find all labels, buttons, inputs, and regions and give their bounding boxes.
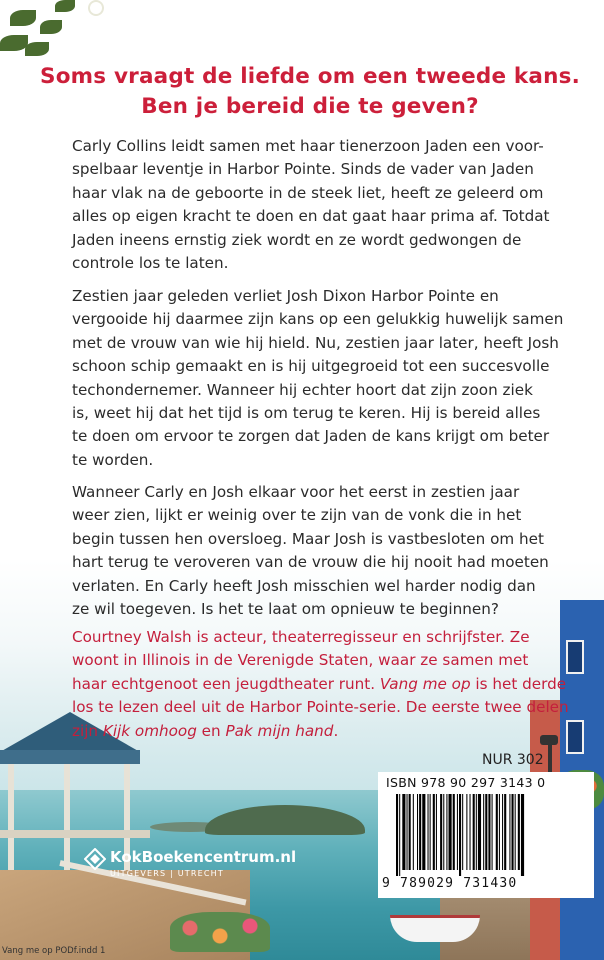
barcode-bar xyxy=(466,794,467,870)
leaf xyxy=(55,0,75,12)
book-title-italic: Pak mijn hand xyxy=(225,721,334,740)
barcode-bar xyxy=(521,794,524,876)
barcode-panel xyxy=(378,772,594,898)
publisher-name: KokBoekencentrum.nl xyxy=(110,848,297,866)
barcode-bar xyxy=(407,794,408,870)
barcode-bar xyxy=(446,794,447,870)
barcode-bars xyxy=(394,794,584,876)
barcode-bar xyxy=(470,794,471,870)
barcode-bar xyxy=(504,794,506,870)
leaf xyxy=(10,10,36,26)
barcode-bar xyxy=(476,794,477,870)
barcode-bar xyxy=(509,794,510,870)
text-line: vergooide hij daarmee zijn kans op een gelukkig huwelijk samen xyxy=(72,310,564,329)
barcode-bar xyxy=(496,794,498,870)
barcode-bar xyxy=(449,794,452,870)
tree-branch-decoration xyxy=(0,0,100,70)
barcode-bar xyxy=(473,794,475,870)
text-line: schoon schip gemaakt en is hij uitgegroeid tot een succesvolle xyxy=(72,357,550,376)
text-line: hart terug te veroveren van de vrouw die hij nooit had moeten xyxy=(72,553,549,572)
nur-code: NUR 302 xyxy=(482,752,544,768)
barcode-bar xyxy=(462,794,463,870)
barcode-bar xyxy=(478,794,481,870)
text-line: woont in Illinois in de Verenigde Staten, waar ze samen met xyxy=(72,651,529,670)
gazebo-roof-band xyxy=(0,750,140,764)
tagline-line: Ben je bereid die te geven? xyxy=(141,94,479,119)
barcode-bar xyxy=(419,794,421,870)
text-line: verlaten. En Carly heeft Josh misschien wel harder nodig dan xyxy=(72,576,536,595)
barcode-bar xyxy=(457,794,458,870)
blurb-paragraph-3 xyxy=(72,481,584,621)
barcode-bar xyxy=(428,794,429,870)
text-line: los te lezen deel uit de Harbor Pointe-serie. De eerste twee delen xyxy=(72,698,569,717)
barcode-bar xyxy=(488,794,490,870)
barcode-bar xyxy=(417,794,418,870)
gazebo-rail xyxy=(0,830,150,838)
blossom xyxy=(90,2,102,14)
text-segment: . xyxy=(333,721,339,740)
flower-bed xyxy=(170,912,270,952)
barcode-bar xyxy=(518,794,520,870)
barcode-bar xyxy=(413,794,414,870)
barcode-number: 9 789029 731430 xyxy=(382,876,518,891)
text-line: weer zien, lijkt er weinig over te zijn van de vonk die in het xyxy=(72,506,522,525)
leaf xyxy=(0,35,28,51)
barcode-bar xyxy=(499,794,500,870)
text-line: Zestien jaar geleden verliet Josh Dixon Harbor Pointe en xyxy=(72,287,499,305)
text-line: te doen om ervoor te zorgen dat Jaden de kans krijgt om beter xyxy=(72,427,550,446)
barcode-bar xyxy=(485,794,487,870)
text-line: begin tussen hen oversloeg. Maar Josh is vastbesloten om het xyxy=(72,529,544,548)
leaf xyxy=(25,42,49,56)
blurb-paragraph-2 xyxy=(72,285,584,472)
text-line: controle los te laten. xyxy=(72,254,229,273)
text-line: met de vrouw van wie hij hield. Nu, zestien jaar later, heeft Josh xyxy=(72,333,559,352)
text-segment: en xyxy=(196,721,226,740)
barcode-bar xyxy=(402,794,405,870)
printer-mark: Vang me op PODf.indd 1 xyxy=(2,946,106,956)
text-segment: haar echtgenoot een jeugdtheater runt. xyxy=(72,674,380,693)
barcode-bar xyxy=(436,794,437,870)
text-segment: zijn xyxy=(72,721,103,740)
isbn-label: ISBN 978 90 297 3143 0 xyxy=(386,775,546,790)
blurb-paragraph-1 xyxy=(72,135,584,275)
text-line: is, weet hij dat het tijd is om terug te keren. Hij is bereid alles xyxy=(72,404,541,423)
leaf xyxy=(40,20,62,34)
text-line: Carly Collins leidt samen met haar tienerzoon Jaden een voor- xyxy=(72,137,544,155)
gazebo-post xyxy=(8,764,14,874)
barcode-bar xyxy=(430,794,431,870)
publisher-icon xyxy=(84,848,106,870)
barcode-bar xyxy=(515,794,516,870)
text-line: Wanneer Carly en Josh elkaar voor het eerst in zestien jaar xyxy=(72,483,520,501)
barcode-bar xyxy=(409,794,411,870)
text-line: spelbaar leventje in Harbor Pointe. Sinds de vader van Jaden xyxy=(72,160,534,179)
text-segment: is het derde xyxy=(470,674,567,693)
book-title-italic: Kijk omhoog xyxy=(102,721,197,740)
barcode-bar xyxy=(459,794,461,876)
barcode-bar xyxy=(433,794,435,870)
boat xyxy=(390,915,480,942)
barcode xyxy=(394,794,584,876)
tagline-line: Soms vraagt de liefde om een tweede kans. xyxy=(40,64,580,89)
tagline xyxy=(40,62,580,122)
text-line xyxy=(72,720,584,743)
barcode-bar xyxy=(483,794,484,870)
text-line: haar vlak na de geboorte in de steek liet, heeft ze geleerd om xyxy=(72,183,544,202)
barcode-bar xyxy=(399,794,400,876)
text-line: Courtney Walsh is acteur, theaterregisseur en schrijfster. Ze xyxy=(72,628,530,646)
barcode-bar xyxy=(453,794,455,870)
gazebo-post xyxy=(64,764,70,874)
barcode-bar xyxy=(396,794,398,876)
text-line: Jaden ineens ernstig ziek wordt en ze wordt gedwongen de xyxy=(72,230,522,249)
barcode-bar xyxy=(512,794,514,870)
barcode-bar xyxy=(422,794,425,870)
text-line xyxy=(72,673,584,696)
barcode-bar xyxy=(502,794,503,870)
text-line: te worden. xyxy=(72,450,154,469)
barcode-bar xyxy=(492,794,493,870)
barcode-bar xyxy=(440,794,442,870)
barcode-bar xyxy=(443,794,444,870)
publisher-subtitle: UITGEVERS | UTRECHT xyxy=(110,869,224,878)
text-line: techondernemer. Wanneer hij echter hoort dat zijn zoon ziek xyxy=(72,380,533,399)
text-line: alles op eigen kracht te doen en dat gaat haar prima af. Totdat xyxy=(72,207,550,226)
author-bio xyxy=(72,626,584,743)
text-line: ze wil toegeven. Is het te laat om opnieuw te beginnen? xyxy=(72,600,499,619)
book-title-italic: Vang me op xyxy=(379,674,471,693)
